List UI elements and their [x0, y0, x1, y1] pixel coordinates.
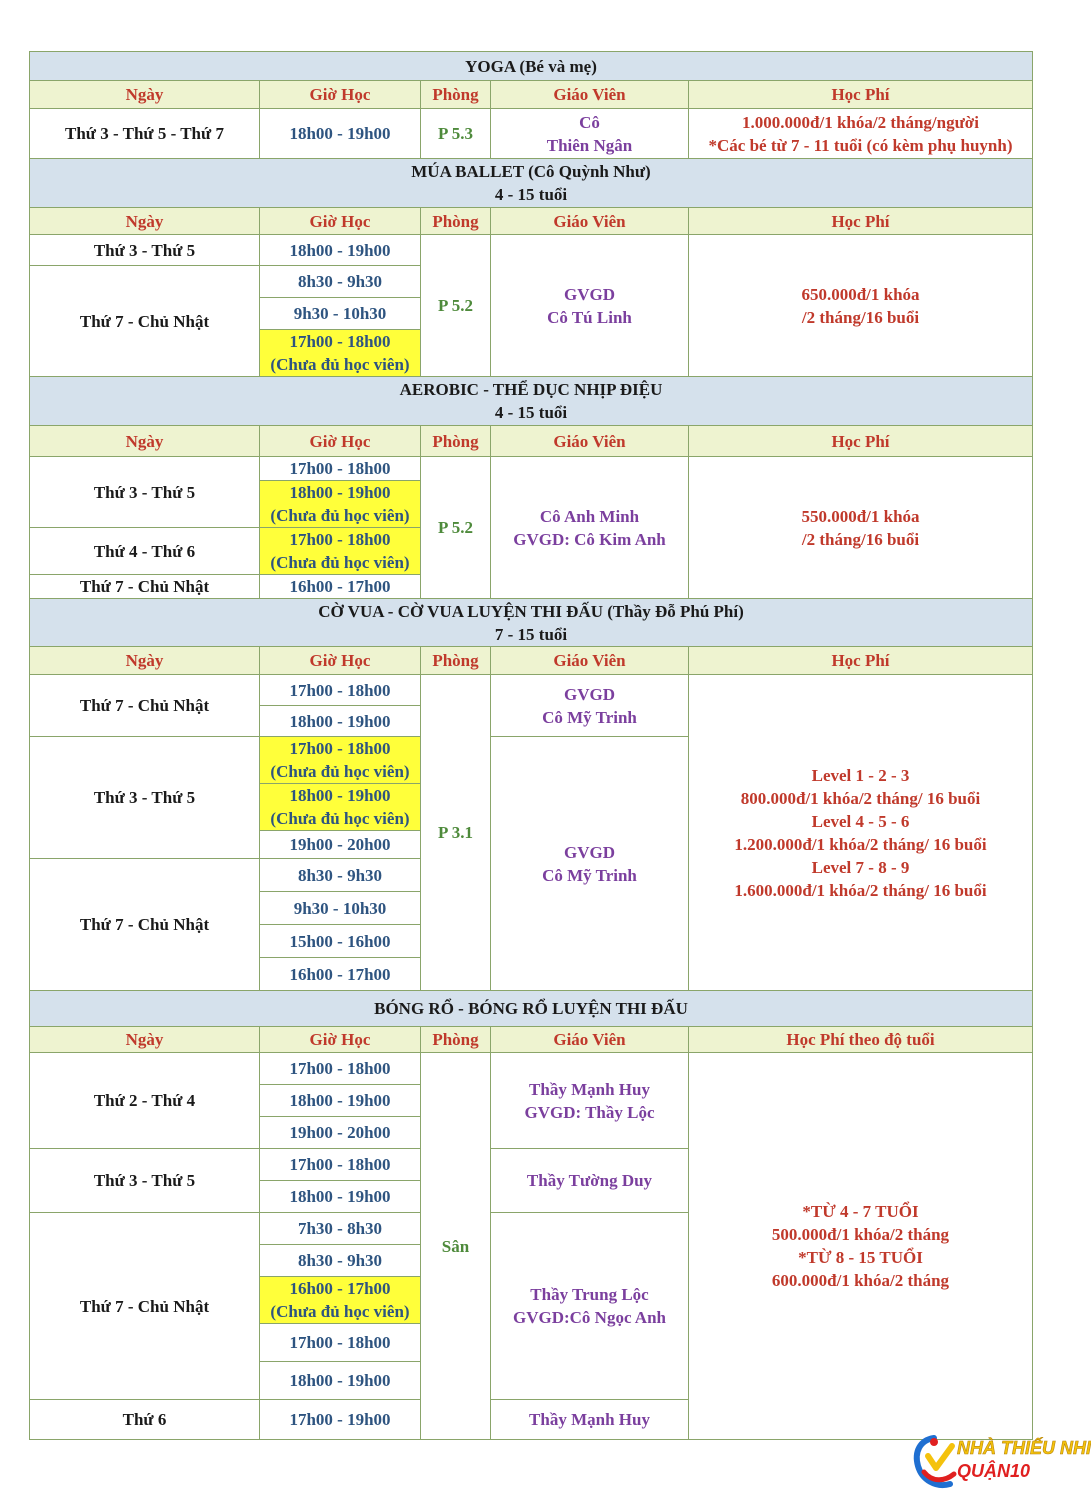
aerobic-time: 17h00 - 18h00 [260, 457, 421, 481]
ballet-teacher: GVGD Cô Tú Linh [491, 235, 689, 377]
logo-text-bottom: QUẬN10 [957, 1461, 1031, 1481]
chess-time-pending: 17h00 - 18h00 (Chưa đủ học viên) [260, 737, 421, 784]
logo-icon [910, 1432, 960, 1494]
header-time: Giờ Học [260, 647, 421, 675]
section-title-chess: CỜ VUA - CỜ VUA LUYỆN THI ĐẤU (Thầy Đỗ Phú Phí) 7 - 15 tuổi [30, 599, 1033, 647]
basketball-time: 17h00 - 18h00 [260, 1053, 421, 1085]
header-room: Phòng [421, 1027, 491, 1053]
header-time: Giờ Học [260, 208, 421, 235]
header-room: Phòng [421, 208, 491, 235]
header-room: Phòng [421, 81, 491, 109]
basketball-time: 18h00 - 19h00 [260, 1085, 421, 1117]
header-day: Ngày [30, 208, 260, 235]
chess-time: 15h00 - 16h00 [260, 925, 421, 958]
section-title-ballet: MÚA BALLET (Cô Quỳnh Như) 4 - 15 tuổi [30, 159, 1033, 208]
chess-time: 17h00 - 18h00 [260, 675, 421, 706]
yoga-teacher: Cô Thiên Ngân [491, 109, 689, 159]
ballet-fee: 650.000đ/1 khóa /2 tháng/16 buổi [689, 235, 1033, 377]
header-day: Ngày [30, 81, 260, 109]
header-fee-age: Học Phí theo độ tuổi [689, 1027, 1033, 1053]
yoga-fee: 1.000.000đ/1 khóa/2 tháng/người *Các bé từ 7 - 11 tuổi (có kèm phụ huynh) [689, 109, 1033, 159]
header-time: Giờ Học [260, 81, 421, 109]
basketball-teacher: Thầy Mạnh Huy GVGD: Thầy Lộc [491, 1053, 689, 1149]
yoga-day: Thứ 3 - Thứ 5 - Thứ 7 [30, 109, 260, 159]
basketball-time: 19h00 - 20h00 [260, 1117, 421, 1149]
aerobic-teacher: Cô Anh Minh GVGD: Cô Kim Anh [491, 457, 689, 599]
chess-room: P 3.1 [421, 675, 491, 991]
header-fee: Học Phí [689, 426, 1033, 457]
header-teacher: Giáo Viên [491, 1027, 689, 1053]
section-title-basketball: BÓNG RỔ - BÓNG RỔ LUYỆN THI ĐẤU [30, 991, 1033, 1027]
basketball-teacher: Thầy Tường Duy [491, 1149, 689, 1213]
header-teacher: Giáo Viên [491, 81, 689, 109]
logo-text-top: NHÀ THIẾU NHI [957, 1438, 1091, 1458]
basketball-day: Thứ 3 - Thứ 5 [30, 1149, 260, 1213]
header-time: Giờ Học [260, 426, 421, 457]
chess-time: 8h30 - 9h30 [260, 859, 421, 892]
chess-time-pending: 18h00 - 19h00 (Chưa đủ học viên) [260, 784, 421, 831]
chess-time: 19h00 - 20h00 [260, 831, 421, 859]
basketball-day: Thứ 2 - Thứ 4 [30, 1053, 260, 1149]
basketball-teacher: Thầy Trung Lộc GVGD:Cô Ngọc Anh [491, 1213, 689, 1400]
chess-teacher: GVGD Cô Mỹ Trinh [491, 737, 689, 991]
header-teacher: Giáo Viên [491, 208, 689, 235]
basketball-fee: *TỪ 4 - 7 TUỔI 500.000đ/1 khóa/2 tháng *TỪ 8 - 15 TUỔI 600.000đ/1 khóa/2 tháng [689, 1053, 1033, 1440]
basketball-time-pending: 16h00 - 17h00 (Chưa đủ học viên) [260, 1277, 421, 1324]
header-room: Phòng [421, 647, 491, 675]
basketball-time: 7h30 - 8h30 [260, 1213, 421, 1245]
schedule-table [29, 51, 1033, 1440]
basketball-time: 17h00 - 18h00 [260, 1149, 421, 1181]
basketball-day: Thứ 6 [30, 1400, 260, 1440]
header-day: Ngày [30, 1027, 260, 1053]
basketball-time: 18h00 - 19h00 [260, 1362, 421, 1400]
chess-day: Thứ 3 - Thứ 5 [30, 737, 260, 859]
ballet-time-pending: 17h00 - 18h00 (Chưa đủ học viên) [260, 330, 421, 377]
section-title-yoga: YOGA (Bé và mẹ) [30, 52, 1033, 81]
basketball-time: 8h30 - 9h30 [260, 1245, 421, 1277]
aerobic-time-pending: 17h00 - 18h00 (Chưa đủ học viên) [260, 528, 421, 575]
basketball-time: 17h00 - 18h00 [260, 1324, 421, 1362]
header-fee: Học Phí [689, 208, 1033, 235]
header-fee: Học Phí [689, 81, 1033, 109]
aerobic-time: 16h00 - 17h00 [260, 575, 421, 599]
header-teacher: Giáo Viên [491, 647, 689, 675]
ballet-day: Thứ 3 - Thứ 5 [30, 235, 260, 266]
header-day: Ngày [30, 426, 260, 457]
basketball-time: 17h00 - 19h00 [260, 1400, 421, 1440]
chess-fee: Level 1 - 2 - 3 800.000đ/1 khóa/2 tháng/ 16 buổi Level 4 - 5 - 6 1.200.000đ/1 khóa/2 tháng/ 16 buổi Level 7 - 8 - 9 1.600.000đ/1 khóa/2 tháng/ 16 buổi [689, 675, 1033, 991]
header-day: Ngày [30, 647, 260, 675]
basketball-room: Sân [421, 1053, 491, 1440]
aerobic-day: Thứ 7 - Chủ Nhật [30, 575, 260, 599]
header-teacher: Giáo Viên [491, 426, 689, 457]
ballet-time: 18h00 - 19h00 [260, 235, 421, 266]
ballet-day: Thứ 7 - Chủ Nhật [30, 266, 260, 377]
ballet-room: P 5.2 [421, 235, 491, 377]
aerobic-day: Thứ 3 - Thứ 5 [30, 457, 260, 528]
header-fee: Học Phí [689, 647, 1033, 675]
chess-teacher: GVGD Cô Mỹ Trinh [491, 675, 689, 737]
basketball-day: Thứ 7 - Chủ Nhật [30, 1213, 260, 1400]
chess-time: 9h30 - 10h30 [260, 892, 421, 925]
basketball-time: 18h00 - 19h00 [260, 1181, 421, 1213]
basketball-teacher: Thầy Mạnh Huy [491, 1400, 689, 1440]
ballet-time: 8h30 - 9h30 [260, 266, 421, 298]
chess-day: Thứ 7 - Chủ Nhật [30, 675, 260, 737]
chess-time: 16h00 - 17h00 [260, 958, 421, 991]
ballet-time: 9h30 - 10h30 [260, 298, 421, 330]
header-time: Giờ Học [260, 1027, 421, 1053]
aerobic-time-pending: 18h00 - 19h00 (Chưa đủ học viên) [260, 481, 421, 528]
chess-day: Thứ 7 - Chủ Nhật [30, 859, 260, 991]
section-title-aerobic: AEROBIC - THỂ DỤC NHỊP ĐIỆU 4 - 15 tuổi [30, 377, 1033, 426]
header-room: Phòng [421, 426, 491, 457]
aerobic-room: P 5.2 [421, 457, 491, 599]
yoga-room: P 5.3 [421, 109, 491, 159]
chess-time: 18h00 - 19h00 [260, 706, 421, 737]
aerobic-day: Thứ 4 - Thứ 6 [30, 528, 260, 575]
aerobic-fee: 550.000đ/1 khóa /2 tháng/16 buổi [689, 457, 1033, 599]
logo [910, 1432, 1091, 1494]
yoga-time: 18h00 - 19h00 [260, 109, 421, 159]
